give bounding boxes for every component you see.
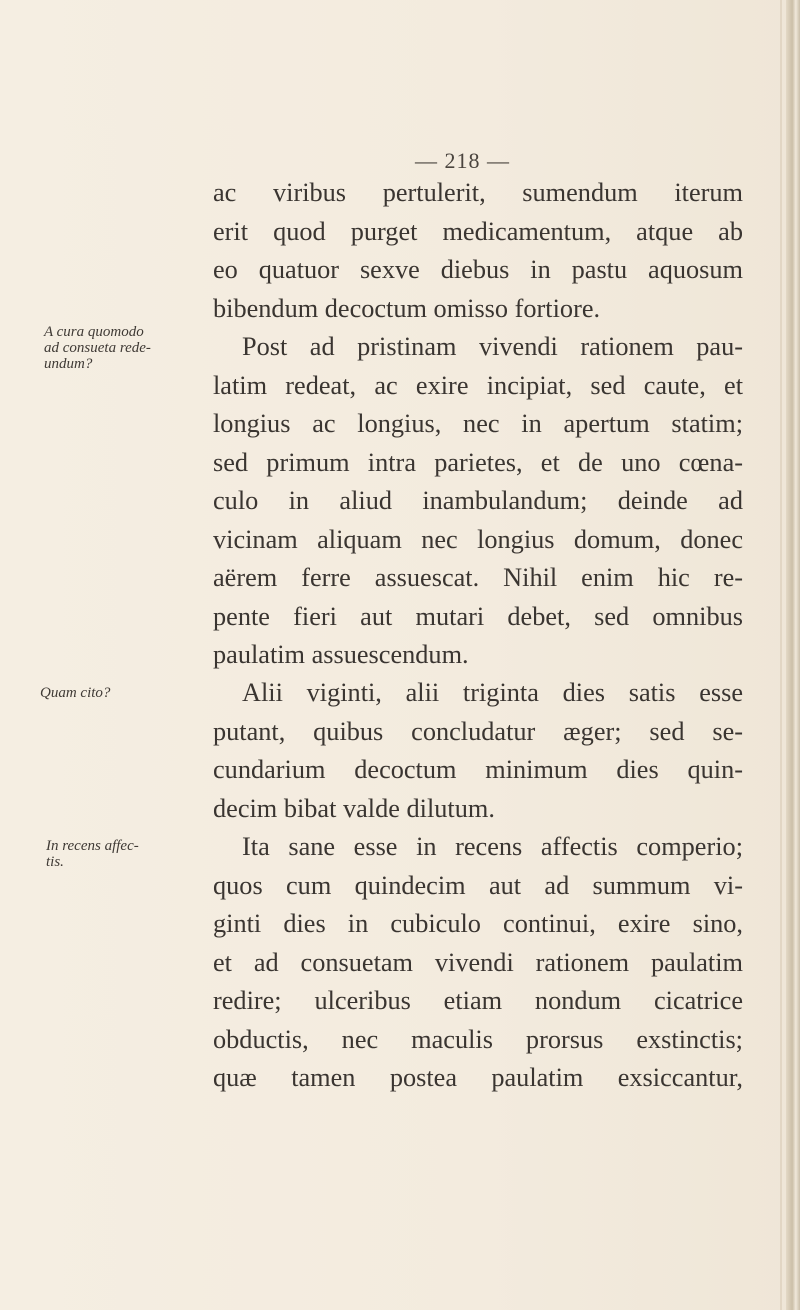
text-line: quos cum quindecim aut ad summum vi- xyxy=(213,870,743,900)
text-line: ac viribus pertulerit, sumendum iterum xyxy=(213,178,743,207)
page-edge xyxy=(786,0,800,1310)
text-block-1 xyxy=(213,174,743,675)
text-line: putant, quibus concludatur æger; sed se- xyxy=(213,716,743,746)
margin-note-line: tis. xyxy=(46,854,64,870)
text-line: redire; ulceribus etiam nondum cicatrice xyxy=(213,986,743,1015)
margin-note-line: ad consueta rede- xyxy=(44,340,151,356)
text-line: decim bibat valde dilutum. xyxy=(213,793,495,823)
text-block-2 xyxy=(213,674,743,1098)
page-edge-shadow xyxy=(780,0,782,1310)
text-line: ginti dies in cubiculo continui, exire sino, xyxy=(213,909,743,938)
text-line: sed primum intra parietes, et de uno cœna- xyxy=(213,447,743,477)
text-line: culo in aliud inambulandum; deinde ad xyxy=(213,486,743,515)
margin-note-line: In recens affec- xyxy=(46,838,139,854)
text-line: paulatim assuescendum. xyxy=(213,640,469,669)
text-line: bibendum decoctum omisso fortiore. xyxy=(213,293,601,323)
margin-note-quam-cito xyxy=(40,685,110,701)
text-line: latim redeat, ac exire incipiat, sed caute, et xyxy=(213,370,743,400)
text-line: vicinam aliquam nec longius domum, donec xyxy=(213,524,743,554)
text-line: eo quatuor sexve diebus in pastu aquosum xyxy=(213,255,743,284)
text-line: Ita sane esse in recens affectis comperio; xyxy=(242,832,743,861)
text-line: obductis, nec maculis prorsus exstinctis; xyxy=(213,1024,743,1054)
text-line: cundarium decoctum minimum dies quin- xyxy=(213,755,743,784)
margin-note-cura xyxy=(44,324,151,372)
margin-note-line: A cura quomodo xyxy=(44,324,144,340)
text-line: pente fieri aut mutari debet, sed omnibus xyxy=(213,601,743,631)
text-line: quæ tamen postea paulatim exsiccantur, xyxy=(213,1063,743,1092)
text-line: longius ac longius, nec in apertum statim; xyxy=(213,409,743,438)
text-line: Post ad pristinam vivendi rationem pau- xyxy=(242,332,743,361)
margin-note-recens xyxy=(46,838,139,870)
text-line: aërem ferre assuescat. Nihil enim hic re- xyxy=(213,563,743,592)
margin-note-line: undum? xyxy=(44,356,93,372)
page-number: — 218 — xyxy=(415,148,510,173)
text-line: et ad consuetam vivendi rationem paulatim xyxy=(213,947,743,977)
text-line: Alii viginti, alii triginta dies satis esse xyxy=(242,678,743,707)
margin-note-line: Quam cito? xyxy=(40,685,111,701)
text-line: erit quod purget medicamentum, atque ab xyxy=(213,216,743,246)
